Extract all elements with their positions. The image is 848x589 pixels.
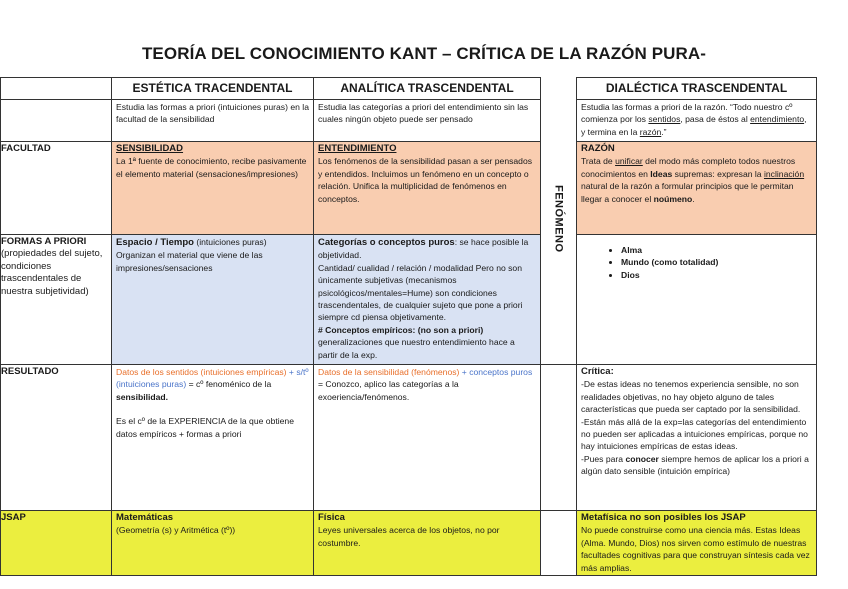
resultado-row	[1, 365, 817, 511]
fisica-cell: Física Leyes universales acerca de los objetos, no por costumbre.	[314, 511, 541, 576]
idea-alma: • Alma	[621, 244, 812, 256]
espacio-tiempo-title: Espacio / Tiempo (intuiciones puras)	[116, 237, 267, 248]
header-estetica: ESTÉTICA TRACENDENTAL	[112, 78, 314, 100]
entendimiento-text: Los fenómenos de la sensibilidad pasan a ser pensados y entendidos. Incluimos un fenómeno en un concepto o relación. Unifica la multiplicidad de fenómenos en conceptos.	[318, 156, 533, 204]
kant-table	[0, 77, 817, 576]
resultado-analitica: Datos de la sensibilidad (fenómenos) + conceptos puros = Conozco, aplico las categorías a la exoeriencia/fenómenos.	[314, 365, 541, 511]
sensibilidad-title: SENSIBILIDAD	[116, 143, 184, 154]
conceptos-empiricos-title: # Conceptos empíricos: (no son a priori)	[318, 324, 484, 335]
intro-analitica: Estudia las categorías a priori del entendimiento sin las cuales ningún objeto puede ser pensado	[314, 100, 541, 142]
jsap-blank	[541, 511, 577, 576]
idea-mundo: • Mundo (como totalidad)	[621, 256, 812, 268]
intro-row	[1, 100, 817, 142]
espacio-tiempo-cell	[112, 235, 314, 365]
resultado-estetica: Datos de los sentidos (intuiciones empíricas) + s/tº (intuiciones puras) = cº fenoménico de la sensibilidad. Es el cº de la EXPERIENCIA de la que obtiene datos empíricos + formas a priori	[112, 365, 314, 511]
page-title: TEORÍA DEL CONOCIMIENTO KANT – CRÍTICA DE LA RAZÓN PURA-	[141, 44, 707, 63]
jsap-row	[1, 511, 817, 576]
ideas-cell	[577, 235, 817, 365]
critica-cell: Crítica: -De estas ideas no tenemos experiencia sensible, no son realidades objetivas, no hay objeto alguno de tales características que pueda ser captado por la sensibilidad. -Están más allá de la exp=las categorías del entendimiento no pueden ser aplicadas a intuiciones empíricas, porque no hay intuiciones empíricas de estas ideas. -Pues para conocer siempre hemos de aplicar los a priori a algún dato sensible (intuición empírica)	[577, 365, 817, 511]
categorias-title: Categorías o conceptos puros: se hace posible la objetividad.	[318, 237, 529, 261]
formas-row	[1, 235, 817, 365]
resultado-label: RESULTADO	[1, 365, 112, 511]
matematicas-title: Matemáticas	[116, 512, 174, 523]
categorias-text: Cantidad/ cualidad / relación / modalidad Pero no son únicamente subjetivas (mecanismos psicológicos/mentales=Hume) son condiciones trascendentales, de cualquier sujeto que pone a priori siempre cd piensa objetivamente.	[318, 262, 523, 323]
entendimiento-title: ENTENDIMIENTO	[318, 143, 397, 154]
metafisica-cell: Metafísica no son posibles los JSAP No puede construirse como una ciencia más. Estas Ideas (Alma. Mundo, Dios) nos sirven como estímulo de nuestras facultades cognitivas para que construyan síntesis cada vez más amplias.	[577, 511, 817, 576]
critica-title: Crítica:	[581, 366, 614, 377]
metafisica-title: Metafísica no son posibles los JSAP	[581, 512, 746, 523]
fenomeno-cell	[541, 78, 577, 365]
razon-cell	[577, 142, 817, 235]
intro-dialectica: Estudia las formas a priori de la razón. “Todo nuestro cº comienza por los sentidos, pasa de éstos al entendimiento, y termina en la razón.”	[577, 100, 817, 142]
razon-text: Trata de unificar del modo más completo todos nuestros conocimientos en Ideas supremas: expresan la inclinación natural de la razón a formular principios que le permitan llegar a conocer el noúmeno.	[581, 156, 805, 204]
razon-title: RAZÓN	[581, 143, 615, 154]
formas-label: FORMAS A PRIORI (propiedades del sujeto, condiciones trascendentales de nuestra subjetividad)	[1, 235, 112, 365]
facultad-label: FACULTAD	[1, 142, 112, 235]
categorias-cell	[314, 235, 541, 365]
resultado-blank	[541, 365, 577, 511]
entendimiento-cell	[314, 142, 541, 235]
corner-cell	[1, 78, 112, 100]
jsap-label: JSAP	[1, 511, 112, 576]
fenomeno-label: FENÓMENO	[552, 185, 565, 253]
intro-estetica: Estudia las formas a priori (intuiciones puras) en la facultad de la sensibilidad	[112, 100, 314, 142]
espacio-tiempo-text: Organizan el material que viene de las impresiones/sensaciones	[116, 250, 263, 273]
sensibilidad-cell	[112, 142, 314, 235]
ideas-list	[581, 244, 812, 281]
header-dialectica: DIALÉCTICA TRASCENDENTAL	[577, 78, 817, 100]
header-row	[1, 78, 817, 100]
intro-label	[1, 100, 112, 142]
conceptos-empiricos-text: generalizaciones que nuestro entendimiento hace a partir de la exp.	[318, 337, 515, 360]
fisica-title: Física	[318, 512, 345, 523]
matematicas-cell: Matemáticas (Geometría (s) y Aritmética (tº))	[112, 511, 314, 576]
header-analitica: ANALÍTICA TRASCENDENTAL	[314, 78, 541, 100]
sensibilidad-text: La 1ª fuente de conocimiento, recibe pasivamente el elemento material (sensaciones/impresiones)	[116, 156, 307, 179]
idea-dios: • Dios	[621, 269, 812, 281]
facultad-row	[1, 142, 817, 235]
